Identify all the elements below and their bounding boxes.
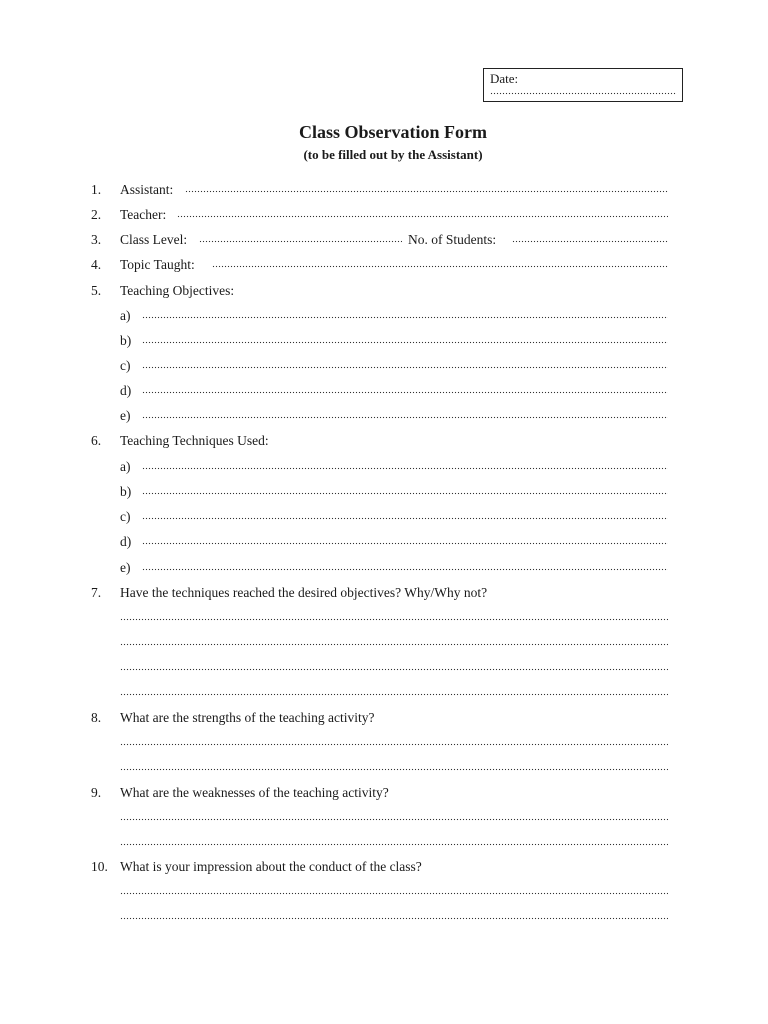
item-techniques <box>0 432 768 450</box>
answer-field[interactable] <box>120 818 668 824</box>
page-subtitle: (to be filled out by the Assistant) <box>303 147 483 162</box>
objective-field[interactable] <box>142 316 668 322</box>
answer-line <box>0 659 768 677</box>
sub-letter: d) <box>120 383 132 398</box>
item-question-impression <box>0 858 768 876</box>
item-number: 2. <box>91 207 102 222</box>
item-number: 4. <box>91 257 102 272</box>
objective-row <box>0 307 768 325</box>
item-number: 7. <box>91 585 102 600</box>
sub-letter: b) <box>120 484 132 499</box>
technique-row <box>0 458 768 476</box>
sub-letter: c) <box>120 358 131 373</box>
item-objectives <box>0 282 768 300</box>
technique-field[interactable] <box>142 568 668 574</box>
sub-letter: e) <box>120 560 131 575</box>
item-number: 3. <box>91 232 102 247</box>
answer-line <box>0 684 768 702</box>
item-assistant <box>0 181 768 199</box>
date-field[interactable] <box>490 89 676 95</box>
item-label: What is your impression about the conduct of the class? <box>120 859 422 874</box>
item-label: Assistant: <box>120 182 174 197</box>
answer-field[interactable] <box>120 917 668 923</box>
answer-field[interactable] <box>120 743 668 749</box>
item-number: 6. <box>91 433 102 448</box>
item-label: Topic Taught: <box>120 257 195 272</box>
objective-row <box>0 382 768 400</box>
answer-line <box>0 883 768 901</box>
answer-field[interactable] <box>120 643 668 649</box>
item-question-weaknesses <box>0 784 768 802</box>
date-label: Date: <box>490 71 519 86</box>
item-number: 9. <box>91 785 102 800</box>
topic-field[interactable] <box>212 265 668 271</box>
technique-field[interactable] <box>142 492 668 498</box>
answer-line <box>0 634 768 652</box>
sub-letter: e) <box>120 408 131 423</box>
sub-letter: a) <box>120 308 131 323</box>
class-level-field[interactable] <box>199 240 402 246</box>
item-question-objectives <box>0 584 768 602</box>
technique-row <box>0 559 768 577</box>
answer-field[interactable] <box>120 843 668 849</box>
item-label: Teaching Techniques Used: <box>120 433 269 448</box>
answer-field[interactable] <box>120 768 668 774</box>
technique-field[interactable] <box>142 517 668 523</box>
objective-field[interactable] <box>142 391 668 397</box>
item-label: Teaching Objectives: <box>120 283 235 298</box>
technique-row <box>0 533 768 551</box>
sub-letter: c) <box>120 509 131 524</box>
technique-field[interactable] <box>142 542 668 548</box>
objective-row <box>0 407 768 425</box>
item-teacher <box>0 206 768 224</box>
item-number: 5. <box>91 283 102 298</box>
answer-line <box>0 734 768 752</box>
item-label: Teacher: <box>120 207 167 222</box>
item-topic <box>0 256 768 274</box>
sub-letter: b) <box>120 333 132 348</box>
item-number: 8. <box>91 710 102 725</box>
item-number: 10. <box>91 859 108 874</box>
answer-field[interactable] <box>120 618 668 624</box>
objective-field[interactable] <box>142 416 668 422</box>
answer-line <box>0 809 768 827</box>
objective-field[interactable] <box>142 366 668 372</box>
answer-field[interactable] <box>120 892 668 898</box>
answer-line <box>0 759 768 777</box>
item-label: What are the strengths of the teaching activity? <box>120 710 375 725</box>
item-question-strengths <box>0 709 768 727</box>
students-label: No. of Students: <box>408 232 497 247</box>
students-field[interactable] <box>512 240 668 246</box>
answer-line <box>0 609 768 627</box>
item-label: What are the weaknesses of the teaching activity? <box>120 785 389 800</box>
assistant-field[interactable] <box>185 190 668 196</box>
item-label: Class Level: <box>120 232 188 247</box>
date-box <box>483 68 683 102</box>
sub-letter: a) <box>120 459 131 474</box>
sub-letter: d) <box>120 534 132 549</box>
technique-row <box>0 483 768 501</box>
answer-line <box>0 908 768 926</box>
teacher-field[interactable] <box>177 215 668 221</box>
item-number: 1. <box>91 182 102 197</box>
item-class-level <box>0 231 768 249</box>
item-label: Have the techniques reached the desired objectives? Why/Why not? <box>120 585 488 600</box>
answer-field[interactable] <box>120 668 668 674</box>
objective-row <box>0 332 768 350</box>
technique-field[interactable] <box>142 467 668 473</box>
answer-field[interactable] <box>120 693 668 699</box>
answer-line <box>0 834 768 852</box>
objective-row <box>0 357 768 375</box>
objective-field[interactable] <box>142 341 668 347</box>
page-title: Class Observation Form <box>299 122 487 142</box>
technique-row <box>0 508 768 526</box>
